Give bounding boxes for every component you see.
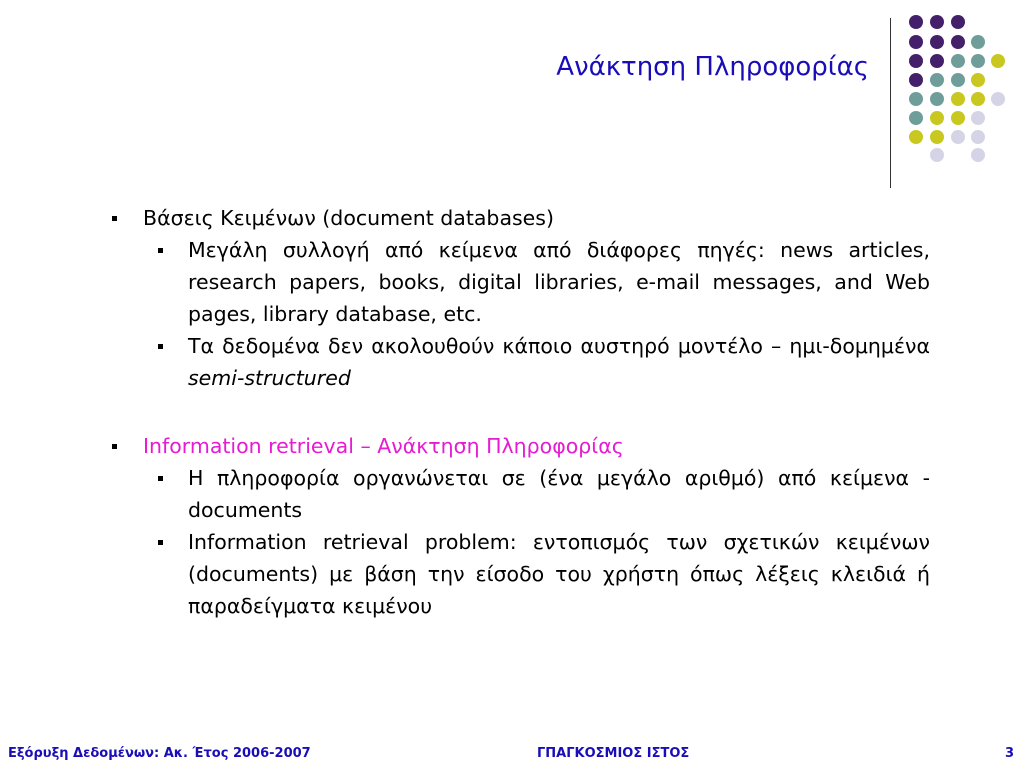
decor-dot — [951, 35, 965, 49]
square-bullet-icon — [158, 248, 163, 253]
decor-dot — [951, 73, 965, 87]
decor-dot — [930, 35, 944, 49]
decor-dot — [909, 111, 923, 125]
spacer — [108, 394, 930, 430]
sub-bullet-item — [108, 462, 930, 526]
title-divider-line — [890, 18, 891, 188]
decor-dot — [991, 92, 1005, 106]
decor-dot — [930, 92, 944, 106]
decor-dot — [971, 130, 985, 144]
decor-dot — [971, 111, 985, 125]
slide-body — [108, 202, 930, 622]
sub-bullet-item — [108, 526, 930, 622]
sub-bullet-text: Η πληροφορία οργανώνεται σε (ένα μεγάλο αριθμό) από κείμενα - documents — [188, 466, 930, 522]
bullet-text: Information retrieval – Ανάκτηση Πληροφορίας — [143, 434, 624, 458]
square-bullet-icon — [112, 216, 117, 221]
sub-bullet-text: Μεγάλη συλλογή από κείμενα από διάφορες πηγές: news articles, research papers, books, digital libraries, e-mail messages, and Web pages, library database, etc. — [188, 238, 930, 326]
decor-dot — [971, 92, 985, 106]
sub-bullet-text: Information retrieval problem: εντοπισμός των σχετικών κειμένων (documents) με βάση την είσοδο του χρήστη όπως λέξεις κλειδιά ή παραδείγματα κειμένου — [188, 530, 930, 618]
decorative-dot-grid — [0, 0, 1024, 200]
square-bullet-icon — [112, 444, 117, 449]
page-number: 3 — [1004, 746, 1014, 761]
decor-dot — [951, 15, 965, 29]
footer-topic-label: ΓΠΑΓΚΟΣΜΙΟΣ ΙΣΤΟΣ — [537, 746, 690, 761]
sub-bullet-italic-text: semi-structured — [188, 366, 351, 390]
square-bullet-icon — [158, 476, 163, 481]
slide-title: Ανάκτηση Πληροφορίας — [556, 52, 869, 82]
decor-dot — [930, 15, 944, 29]
decor-dot — [991, 54, 1005, 68]
bullet-text: Βάσεις Κειμένων (document databases) — [143, 206, 554, 230]
decor-dot — [930, 73, 944, 87]
decor-dot — [909, 54, 923, 68]
decor-dot — [971, 73, 985, 87]
decor-dot — [971, 148, 985, 162]
decor-dot — [930, 148, 944, 162]
bullet-item — [108, 202, 930, 234]
decor-dot — [909, 130, 923, 144]
decor-dot — [951, 54, 965, 68]
decor-dot — [930, 130, 944, 144]
decor-dot — [951, 130, 965, 144]
square-bullet-icon — [158, 344, 163, 349]
decor-dot — [930, 111, 944, 125]
decor-dot — [909, 73, 923, 87]
decor-dot — [971, 35, 985, 49]
footer-course-label: Εξόρυξη Δεδομένων: Ακ. Έτος 2006-2007 — [8, 746, 311, 761]
decor-dot — [971, 54, 985, 68]
sub-bullet-text: Τα δεδομένα δεν ακολουθούν κάποιο αυστηρό μοντέλο – ημι-δομημένα — [188, 334, 930, 358]
square-bullet-icon — [158, 540, 163, 545]
decor-dot — [909, 35, 923, 49]
sub-bullet-item — [108, 234, 930, 330]
decor-dot — [909, 92, 923, 106]
decor-dot — [951, 92, 965, 106]
sub-bullet-item — [108, 330, 930, 394]
bullet-item-highlighted — [108, 430, 930, 462]
decor-dot — [930, 54, 944, 68]
decor-dot — [909, 15, 923, 29]
decor-dot — [951, 111, 965, 125]
